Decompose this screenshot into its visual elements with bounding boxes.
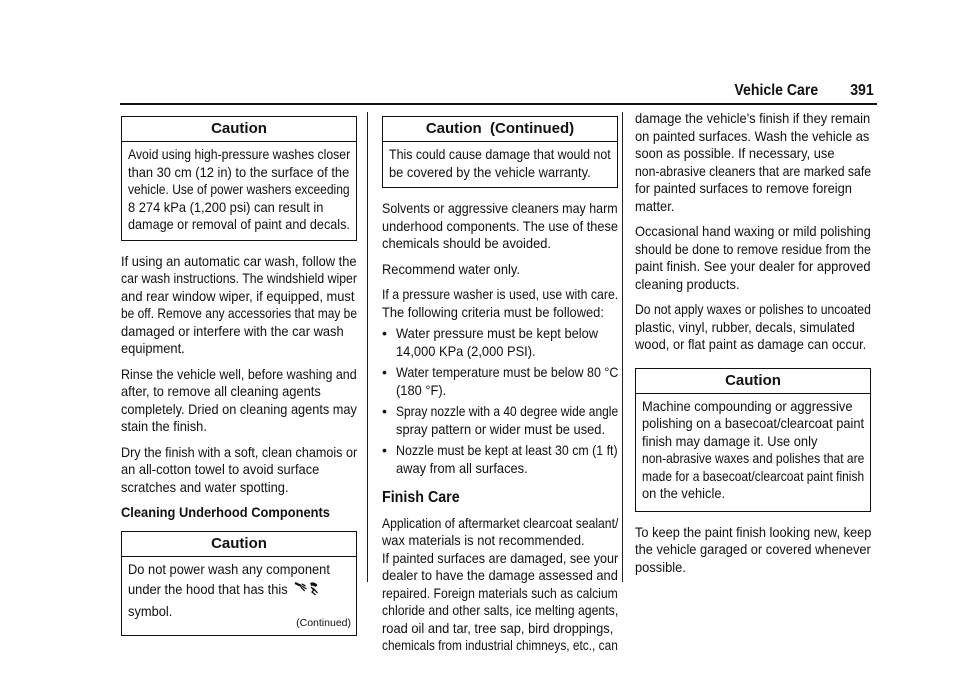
text-line: Application of aftermarket clearcoat sealant/ [382, 514, 619, 531]
text-line: completely. Dried on cleaning agents may [121, 400, 357, 417]
paragraph [382, 515, 618, 550]
section-heading-text: Finish Care [382, 489, 460, 506]
text-fragment: under the hood that has this [128, 581, 288, 597]
text-line: Machine compounding or aggressive [642, 397, 853, 414]
text-line: Solvents or aggressive cleaners may harm [382, 200, 618, 216]
text-line: 14,000 KPa (2,000 PSI). [396, 342, 536, 359]
text-line: This could cause damage that would not [389, 146, 611, 162]
caution-box [121, 116, 357, 241]
text-line: wax materials is not recommended. [382, 532, 585, 548]
paragraph [635, 524, 871, 577]
text-line: Occasional hand waxing or mild polishing [635, 223, 871, 239]
text-line: If using an automatic car wash, follow the [121, 252, 357, 269]
text-line: paint finish. See your dealer for approved [635, 258, 871, 274]
text-line: vehicle. Use of power washers exceeding [128, 181, 350, 197]
column-divider [367, 112, 368, 582]
list-item [382, 364, 618, 399]
caution-box [382, 116, 618, 188]
text-line: after, to remove all cleaning agents [121, 383, 321, 399]
paragraph [635, 110, 871, 215]
text-line: If a pressure washer is used, use with care. [382, 286, 619, 302]
caution-title: Caution [122, 532, 356, 557]
text-line: chloride and other salts, ice melting agents, [382, 602, 619, 618]
caution-title: Caution [636, 369, 870, 394]
paragraph [121, 444, 357, 497]
text-line: damage the vehicle's finish if they remain [635, 110, 871, 126]
page-number: 391 [850, 82, 874, 99]
continued-note: (Continued) [296, 616, 351, 629]
column-divider [622, 112, 623, 582]
page-header [120, 82, 876, 104]
text-line: stain the finish. [121, 418, 207, 434]
subsection-heading [121, 504, 357, 522]
text-line: road oil and tar, tree sap, bird droppings, [382, 619, 614, 636]
text-line: cleaning products. [635, 275, 740, 292]
text-line: matter. [635, 197, 675, 214]
text-line: on painted surfaces. Wash the vehicle as [635, 127, 870, 144]
list-item [382, 325, 618, 360]
text-line: than 30 cm (12 in) to the surface of the [128, 163, 350, 180]
section-heading [382, 489, 618, 507]
text-line: The following criteria must be followed: [382, 303, 604, 320]
text-line: 8 274 kPa (1,200 psi) can result in [128, 198, 324, 215]
text-line: finish may damage it. Use only [642, 432, 818, 449]
text-line: To keep the paint finish looking new, keep [635, 523, 872, 540]
text-line: scratches and water spotting. [121, 478, 289, 495]
paragraph [635, 301, 871, 354]
text-line: Do not power wash any component [128, 560, 330, 577]
text-line [128, 578, 350, 603]
text-line: non-abrasive cleaners that are marked safe [635, 162, 872, 179]
text-line: polishing on a basecoat/clearcoat paint [642, 415, 865, 431]
text-line: Rinse the vehicle well, before washing and [121, 365, 357, 382]
text-line: damaged or interfere with the car wash [121, 322, 344, 339]
text-line: symbol. [128, 603, 173, 619]
no-power-wash-icon [294, 579, 322, 603]
text-line: If painted surfaces are damaged, see your [382, 549, 619, 566]
caution-title: Caution [122, 117, 356, 142]
subsection-heading-text: Cleaning Underhood Components [121, 504, 330, 520]
list-item [382, 442, 618, 477]
text-line: equipment. [121, 340, 185, 356]
text-line: soon as possible. If necessary, use [635, 145, 835, 161]
text-line: made for a basecoat/clearcoat paint finish [642, 467, 865, 484]
paragraph [121, 253, 357, 358]
paragraph [635, 223, 871, 293]
text-line: • Water pressure must be kept below [396, 325, 599, 341]
text-line: • Spray nozzle with a 40 degree wide angle [396, 403, 619, 419]
text-line: • Nozzle must be kept at least 30 cm (1 ft) [396, 442, 618, 458]
text-line: chemicals from industrial chimneys, etc., can [382, 637, 618, 653]
text-line: wood, or flat paint as damage can occur. [635, 336, 867, 352]
section-title: Vehicle Care [734, 82, 818, 99]
text-line: plastic, vinyl, rubber, decals, simulated [635, 318, 855, 335]
text-line: repaired. Foreign materials such as calcium [382, 584, 618, 601]
text-line: for painted surfaces to remove foreign [635, 180, 852, 196]
text-line: dealer to have the damage assessed and [382, 567, 618, 583]
caution-box [121, 531, 357, 636]
caution-box [635, 368, 871, 512]
text-line: (180 °F). [396, 381, 447, 398]
text-line: an all-cotton towel to avoid surface [121, 461, 320, 477]
text-line: be off. Remove any accessories that may be [121, 305, 357, 321]
text-line: on the vehicle. [642, 485, 726, 501]
text-line: should be done to remove residue from the [635, 240, 871, 257]
text-line: possible. [635, 558, 686, 575]
list-item [382, 403, 618, 438]
column-3 [635, 110, 871, 584]
header-rule [120, 103, 877, 105]
text-line: underhood components. The use of these [382, 217, 618, 234]
text-line: and rear window wiper, if equipped, must [121, 287, 355, 304]
paragraph [382, 261, 618, 279]
text-line: car wash instructions. The windshield wiper [121, 270, 357, 286]
text-line: away from all surfaces. [396, 459, 528, 476]
bullet-list [382, 325, 618, 477]
paragraph [382, 550, 618, 655]
text-line: • Water temperature must be below 80 °C [396, 364, 619, 380]
text-line: Dry the finish with a soft, clean chamois or [121, 443, 358, 460]
text-line: Recommend water only. [382, 260, 520, 277]
paragraph [382, 286, 618, 321]
column-2 [382, 116, 618, 663]
text-line: the vehicle garaged or covered whenever [635, 541, 871, 557]
column-1 [121, 116, 357, 636]
text-line: damage or removal of paint and decals. [128, 216, 350, 232]
paragraph [121, 366, 357, 436]
caution-title: Caution (Continued) [383, 117, 617, 142]
text-line: spray pattern or wider must be used. [396, 420, 606, 437]
paragraph [382, 200, 618, 253]
text-line: chemicals should be avoided. [382, 235, 551, 251]
text-line: non-abrasive waxes and polishes that are [642, 450, 865, 466]
text-line: Avoid using high-pressure washes closer [128, 146, 351, 162]
text-line: Do not apply waxes or polishes to uncoated [635, 301, 871, 317]
text-line: be covered by the vehicle warranty. [389, 163, 591, 180]
